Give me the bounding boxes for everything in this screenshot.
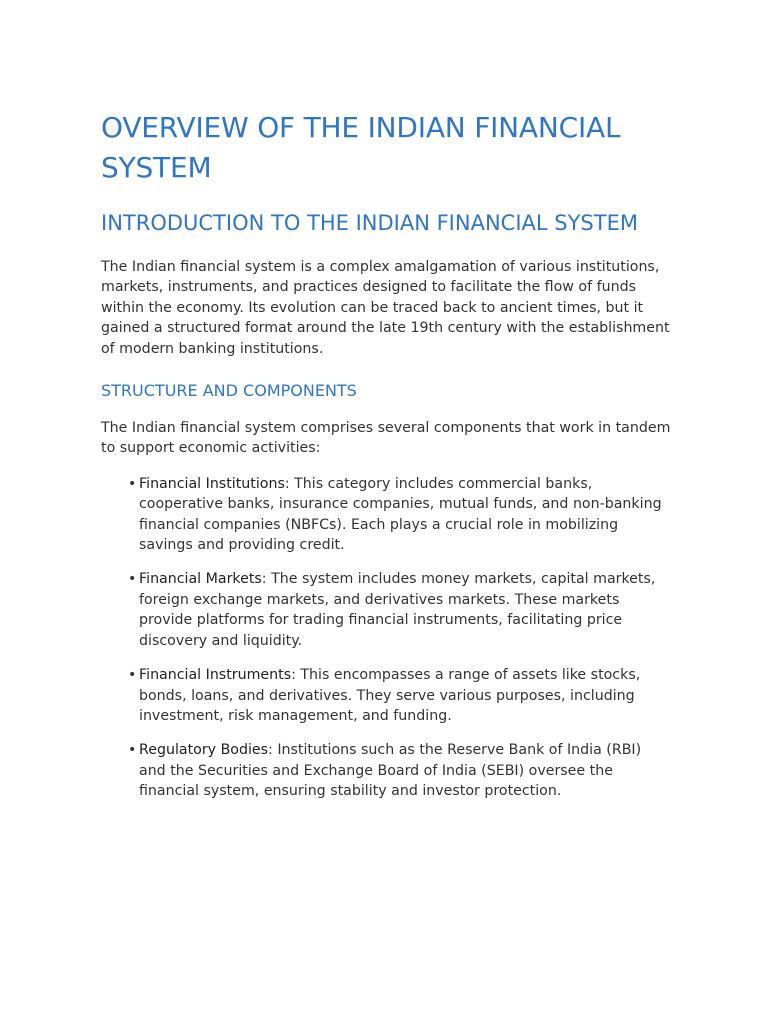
bullet-icon: •	[128, 475, 137, 492]
bullet-icon: •	[128, 742, 137, 759]
list-item-term: Financial Institutions	[139, 475, 285, 492]
list-item-text: : This encompasses a range of assets like stocks, bonds, loans, and derivatives. They serve various purposes, including investment, risk management, and funding.	[139, 667, 641, 724]
lead-paragraph: The Indian financial system comprises several components that work in tandem to support economic activities:	[101, 420, 671, 457]
subsection-heading: STRUCTURE AND COMPONENTS	[101, 381, 357, 401]
list-item-text: : The system includes money markets, capital markets, foreign exchange markets, and derivatives markets. These markets provide platforms for trading financial instruments, facilitating price discovery and liquidity.	[139, 571, 656, 649]
list-item	[101, 569, 671, 651]
list-item-text: : Institutions such as the Reserve Bank of India (RBI) and the Securities and Exchange Board of India (SEBI) oversee the financial system, ensuring stability and investor protection.	[139, 742, 642, 800]
list-item	[101, 665, 671, 726]
list-item-text: : This category includes commercial banks, cooperative banks, insurance companies, mutual funds, and non-banking financial companies (NBFCs). Each plays a crucial role in mobilizing savings and providing credit.	[139, 475, 662, 554]
list-item-term: Regulatory Bodies	[139, 742, 269, 759]
list-item-term: Financial Markets	[139, 571, 262, 588]
document-body	[101, 108, 671, 816]
section-heading: INTRODUCTION TO THE INDIAN FINANCIAL SYSTEM	[101, 211, 638, 235]
bullet-icon: •	[128, 667, 137, 684]
list-item	[101, 740, 671, 801]
list-item-term: Financial Instruments	[139, 667, 292, 684]
page-title: OVERVIEW OF THE INDIAN FINANCIAL SYSTEM	[101, 111, 621, 184]
list-item	[101, 474, 671, 556]
components-list	[101, 474, 671, 802]
bullet-icon: •	[128, 571, 137, 588]
intro-paragraph: The Indian financial system is a complex amalgamation of various institutions, markets, instruments, and practices designed to facilitate the flow of funds within the economy. Its evolution can be traced back to ancient times, but it gained a structured format around the late 19th century with the establishment of modern banking institutions.	[101, 259, 670, 357]
